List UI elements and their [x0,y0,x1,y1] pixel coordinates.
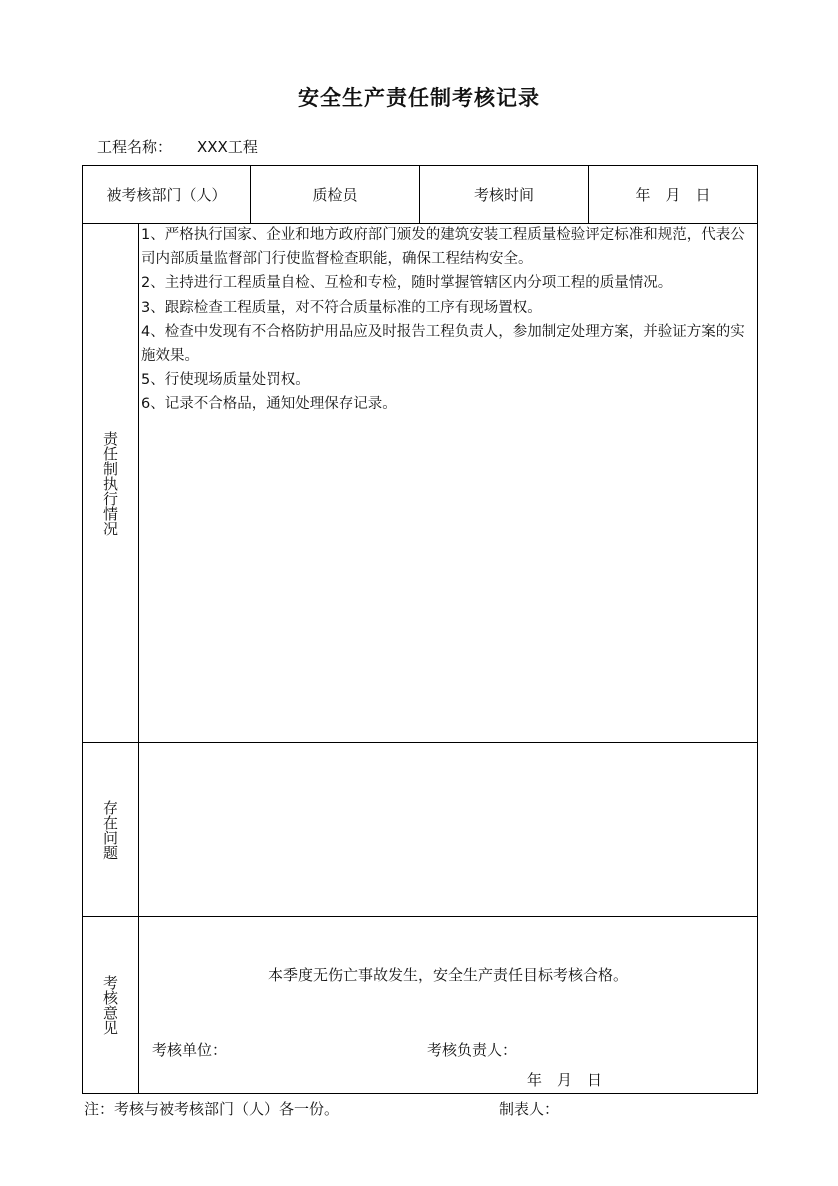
duty-item: 6、记录不合格品，通知处理保存记录。 [141,396,397,413]
project-name-label: 工程名称： [97,138,173,156]
opinion-label: 考核意见 [101,975,119,1035]
duty-item: 3、跟踪检查工程质量，对不符合质量标准的工序有现场置权。 [141,299,542,316]
unit-label: 考核单位： [152,1041,228,1059]
leader-label: 考核负责人： [427,1041,518,1059]
page-title: 安全生产责任制考核记录 [298,86,540,110]
project-name-value: XXX工程 [197,138,258,156]
duties-list [141,223,753,417]
dept-value-cell: 质检员 [312,186,358,204]
execution-label: 责任制执行情况 [101,430,119,536]
duty-item: 2、主持进行工程质量自检、互检和专检，随时掌握管辖区内分项工程的质量情况。 [141,275,673,292]
problems-label: 存在问题 [101,799,119,860]
opinion-text: 本季度无伤亡事故发生，安全生产责任目标考核合格。 [267,966,628,984]
section-divider-1 [82,742,758,743]
maker-label: 制表人： [499,1100,560,1118]
time-label-cell: 考核时间 [473,186,534,204]
opinion-date: 年 月 日 [527,1071,603,1089]
footer-note: 注：考核与被考核部门（人）各一份。 [84,1100,340,1118]
project-name-row [97,136,258,157]
duty-item: 1、严格执行国家、企业和地方政府部门颁发的建筑安装工程质量检验评定标准和规范，代表公司内部质量监督部门行使监督检查职能，确保工程结构安全。 [141,227,745,268]
label-col-divider [138,223,139,1093]
duty-item: 4、检查中发现有不合格防护用品应及时报告工程负责人，参加制定处理方案，并验证方案的实施效果。 [141,323,745,365]
duty-item: 5、行使现场质量处罚权。 [141,372,310,389]
dept-label-cell: 被考核部门（人） [106,186,227,204]
date-cell: 年 月 日 [635,186,711,204]
section-divider-2 [82,916,758,917]
